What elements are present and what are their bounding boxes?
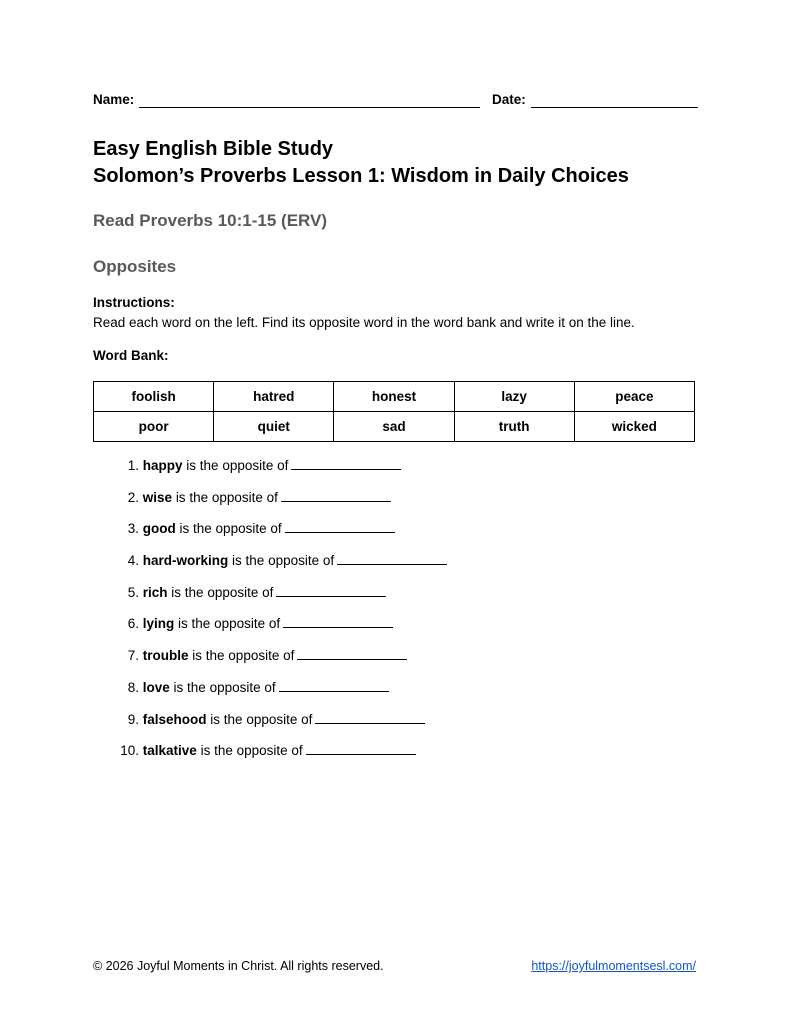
item-number: 10. — [120, 743, 139, 759]
item-connector: is the opposite of — [192, 648, 295, 664]
item-connector: is the opposite of — [210, 711, 313, 727]
exercise-item — [93, 614, 447, 646]
item-connector: is the opposite of — [178, 616, 281, 632]
answer-blank[interactable] — [315, 711, 425, 724]
item-connector: is the opposite of — [232, 553, 335, 569]
item-connector: is the opposite of — [186, 458, 289, 473]
answer-blank[interactable] — [283, 615, 393, 628]
word-bank-row — [94, 412, 695, 442]
item-number: 1. — [127, 458, 139, 473]
word-bank-row — [94, 382, 695, 412]
word-bank-label: Word Bank: — [93, 348, 169, 363]
word-bank-cell: peace — [574, 382, 694, 412]
section-heading: Opposites — [93, 257, 177, 276]
word-bank-cell: quiet — [214, 412, 334, 442]
exercise-item — [93, 551, 447, 583]
word-bank-cell: lazy — [454, 382, 574, 412]
answer-blank[interactable] — [297, 647, 407, 660]
answer-blank[interactable] — [337, 552, 447, 565]
item-word: hard-working — [142, 553, 229, 569]
page-title — [93, 136, 629, 190]
item-connector: is the opposite of — [200, 743, 303, 759]
title-line-1: Easy English Bible Study — [93, 138, 334, 160]
item-number: 3. — [127, 521, 139, 537]
item-connector: is the opposite of — [171, 584, 274, 600]
item-word: trouble — [142, 648, 189, 664]
exercise-item — [93, 678, 447, 710]
instructions-label: Instructions: — [93, 295, 175, 310]
item-connector: is the opposite of — [179, 521, 282, 537]
exercise-item — [93, 583, 447, 615]
name-date-row — [93, 92, 698, 110]
item-word: falsehood — [142, 711, 207, 727]
item-connector: is the opposite of — [175, 489, 278, 505]
item-word: rich — [142, 584, 168, 600]
word-bank-cell: hatred — [214, 382, 334, 412]
exercise-item — [93, 741, 447, 773]
name-line[interactable] — [139, 107, 480, 108]
website-link[interactable]: https://joyfulmomentsesl.com/ — [531, 959, 696, 973]
answer-blank[interactable] — [276, 584, 386, 597]
date-line[interactable] — [531, 107, 698, 108]
item-word: lying — [142, 616, 175, 632]
item-connector: is the opposite of — [173, 679, 276, 695]
word-bank-cell: sad — [334, 412, 454, 442]
word-bank-cell: poor — [94, 412, 214, 442]
date-label: Date: — [492, 92, 526, 107]
item-number: 9. — [127, 711, 139, 727]
exercise-item — [93, 646, 447, 678]
item-word: talkative — [142, 743, 197, 759]
copyright-text: © 2026 Joyful Moments in Christ. All rights reserved. — [93, 959, 384, 973]
item-number: 5. — [127, 584, 139, 600]
word-bank-cell: foolish — [94, 382, 214, 412]
word-bank-cell: honest — [334, 382, 454, 412]
exercise-item — [93, 456, 447, 488]
word-bank-table — [93, 381, 695, 442]
item-word: wise — [142, 489, 173, 505]
reading-heading: Read Proverbs 10:1-15 (ERV) — [93, 211, 328, 230]
item-number: 2. — [127, 489, 139, 505]
item-word: happy — [142, 458, 183, 473]
item-number: 8. — [127, 679, 139, 695]
word-bank-cell: wicked — [574, 412, 694, 442]
answer-blank[interactable] — [285, 520, 395, 533]
exercise-item — [93, 519, 447, 551]
answer-blank[interactable] — [291, 457, 401, 470]
answer-blank[interactable] — [279, 679, 389, 692]
name-label: Name: — [93, 92, 135, 107]
item-number: 4. — [127, 553, 139, 569]
answer-blank[interactable] — [306, 742, 416, 755]
exercise-list — [93, 456, 447, 773]
title-line-2: Solomon’s Proverbs Lesson 1: Wisdom in Daily Choices — [93, 165, 629, 187]
instructions-text: Read each word on the left. Find its opposite word in the word bank and write it on the line. — [93, 315, 635, 330]
answer-blank[interactable] — [281, 489, 391, 502]
word-bank-cell: truth — [454, 412, 574, 442]
item-word: good — [142, 521, 176, 537]
exercise-item — [93, 710, 447, 742]
item-number: 7. — [127, 648, 139, 664]
item-number: 6. — [127, 616, 139, 632]
exercise-item — [93, 488, 447, 520]
item-word: love — [142, 679, 170, 695]
